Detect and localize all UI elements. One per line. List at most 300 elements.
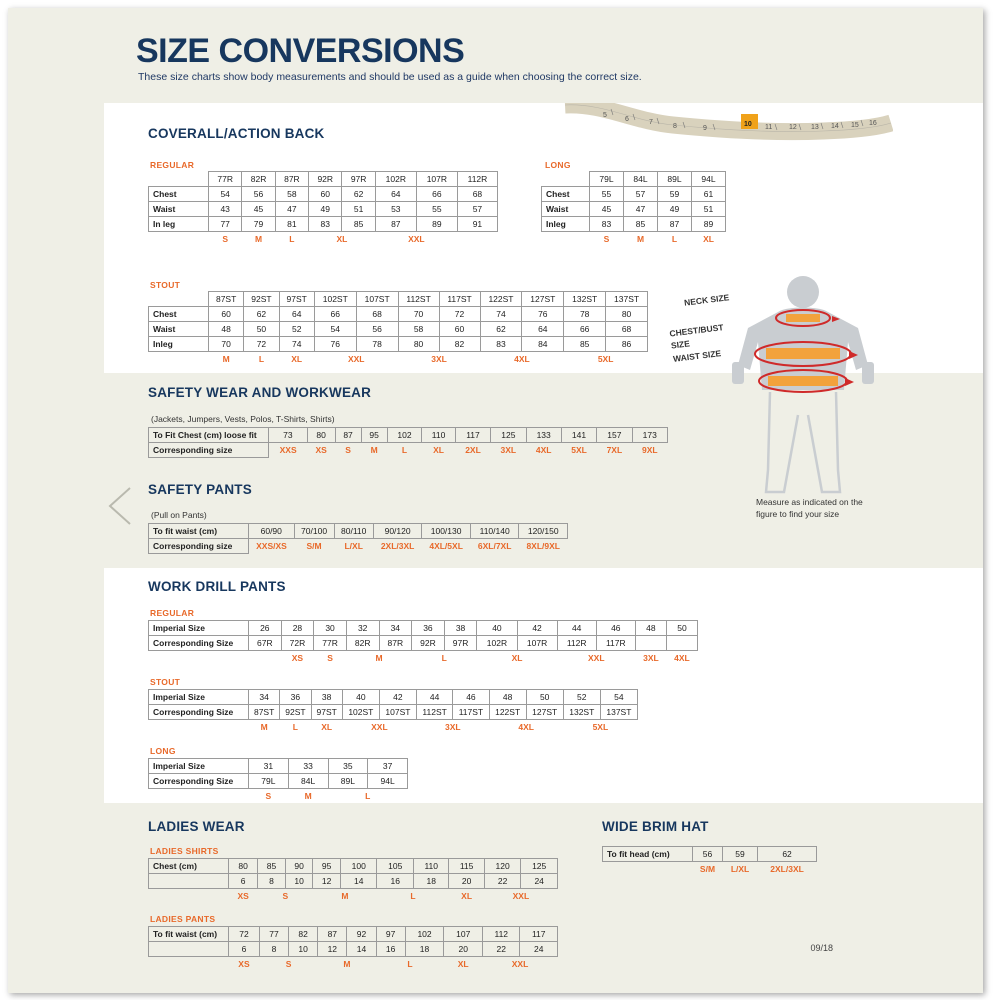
size-cell: L <box>441 653 447 663</box>
cell: 102ST <box>342 705 379 720</box>
row-label: To fit head (cm) <box>603 847 693 862</box>
svg-text:13: 13 <box>811 124 819 131</box>
cell: 56 <box>242 187 275 202</box>
size-cell: XXS/XS <box>256 541 287 552</box>
row-label: In leg <box>149 217 209 232</box>
cell: 62 <box>244 307 279 322</box>
table-row <box>149 874 558 889</box>
cell: 81 <box>275 217 308 232</box>
table-row <box>603 847 817 862</box>
cell: 54 <box>600 690 637 705</box>
cell: 51 <box>692 202 726 217</box>
cell: 48 <box>209 322 244 337</box>
cell: 61 <box>692 187 726 202</box>
size-cell: M <box>375 653 383 663</box>
size-cell: 4XL <box>535 445 552 456</box>
size-cell: XL <box>461 891 473 901</box>
cell: 80 <box>307 428 335 443</box>
cell: 46 <box>453 690 489 705</box>
cell: 80 <box>398 337 439 352</box>
cell: 53 <box>375 202 416 217</box>
size-cell: M <box>254 234 263 244</box>
cell: 24 <box>521 874 558 889</box>
cell: 12 <box>318 942 347 957</box>
table-row <box>149 759 408 774</box>
col-header: 132ST <box>564 292 606 307</box>
table-row <box>542 202 726 217</box>
cell: 62 <box>480 322 522 337</box>
size-cell: 5XL <box>571 445 587 456</box>
size-cell: XS <box>291 653 304 663</box>
cell: 43 <box>209 202 242 217</box>
col-header: 137ST <box>606 292 648 307</box>
section-title-safety-pants: SAFETY PANTS <box>148 482 252 497</box>
row-label: Inleg <box>542 217 590 232</box>
section-title-work-drill: WORK DRILL PANTS <box>148 579 286 594</box>
cell: 60/90 <box>249 524 295 539</box>
cell: 94L <box>368 774 408 789</box>
cell: 57 <box>624 187 658 202</box>
cell: 24 <box>520 942 558 957</box>
svg-text:6: 6 <box>625 116 629 123</box>
section-title-hat: WIDE BRIM HAT <box>602 819 709 834</box>
figure-label-chest: CHEST/BUST SIZE <box>668 322 725 351</box>
cell: 60 <box>439 322 480 337</box>
size-cell: XL <box>457 959 469 969</box>
table-row <box>149 428 668 443</box>
cell: 127ST <box>526 705 563 720</box>
size-cell: 5XL <box>592 722 609 732</box>
size-cell: L <box>365 791 371 801</box>
table-row <box>149 187 498 202</box>
size-cell: S <box>285 959 292 969</box>
cell: 91 <box>457 217 497 232</box>
cell: 92ST <box>280 705 311 720</box>
cell: 87ST <box>249 705 280 720</box>
cell: 49 <box>658 202 692 217</box>
col-header: 107ST <box>356 292 398 307</box>
table-row <box>149 202 498 217</box>
table-row <box>542 172 726 187</box>
table-row <box>149 307 648 322</box>
svg-text:16: 16 <box>869 120 877 127</box>
cell: 78 <box>564 307 606 322</box>
size-cell: S/M <box>699 864 716 874</box>
table-row <box>149 443 668 458</box>
row-label: Corresponding size <box>149 539 249 554</box>
svg-text:15: 15 <box>851 122 859 129</box>
size-cell: M <box>370 445 378 456</box>
size-cell: XL <box>511 653 523 663</box>
size-row <box>542 232 726 247</box>
document-content <box>8 8 983 993</box>
cell: 51 <box>342 202 375 217</box>
cell: 87 <box>375 217 416 232</box>
size-cell: 2XL <box>465 445 481 456</box>
cell: 54 <box>209 187 242 202</box>
cell: 55 <box>590 187 624 202</box>
cell: 57 <box>457 202 497 217</box>
size-cell: 6XL/7XL <box>477 541 512 552</box>
size-cell: XXL <box>587 653 605 663</box>
size-cell: S <box>265 791 272 801</box>
cell: 8 <box>259 942 288 957</box>
cell: 125 <box>521 859 558 874</box>
cell: 22 <box>484 874 521 889</box>
size-cell: S <box>327 653 333 663</box>
cell: 79 <box>242 217 275 232</box>
cell: 83 <box>309 217 342 232</box>
col-header: 107R <box>416 172 457 187</box>
cell: 47 <box>275 202 308 217</box>
cell: 6 <box>229 874 258 889</box>
cell: 42 <box>379 690 416 705</box>
figure-label-neck: NECK SIZE <box>683 292 730 308</box>
col-header: 84L <box>624 172 658 187</box>
cell: 18 <box>405 942 444 957</box>
cell: 173 <box>632 428 667 443</box>
col-header: 94L <box>692 172 726 187</box>
size-cell: S <box>222 234 229 244</box>
cell: 58 <box>398 322 439 337</box>
cell: 157 <box>597 428 632 443</box>
col-header: 102R <box>375 172 416 187</box>
size-cell: M <box>343 959 351 969</box>
size-cell: XXL <box>371 722 388 732</box>
table-row <box>149 636 698 651</box>
cell: 68 <box>457 187 497 202</box>
document-sheet <box>8 8 983 993</box>
cell: 102 <box>387 428 422 443</box>
size-row <box>149 651 698 666</box>
cell: 132ST <box>563 705 600 720</box>
size-cell: XS <box>238 959 250 969</box>
col-header: 92ST <box>244 292 279 307</box>
cell: 83 <box>590 217 624 232</box>
cell: 60 <box>209 307 244 322</box>
cell: 137ST <box>600 705 637 720</box>
cell: 50 <box>666 621 697 636</box>
cell: 89 <box>692 217 726 232</box>
cell: 90 <box>285 859 313 874</box>
cell: 62 <box>342 187 375 202</box>
cell: 97ST <box>311 705 342 720</box>
size-cell: S <box>282 891 289 901</box>
cell: 117R <box>596 636 635 651</box>
cell: 68 <box>356 307 398 322</box>
cell: 70 <box>209 337 244 352</box>
cell: 100/130 <box>422 524 471 539</box>
cell: 72 <box>439 307 480 322</box>
safety-wear-note: (Jackets, Jumpers, Vests, Polos, T-Shirts, Shirts) <box>151 414 335 424</box>
size-cell: XS <box>315 445 327 456</box>
cell: 54 <box>314 322 356 337</box>
cell: 89 <box>416 217 457 232</box>
table-row <box>149 172 498 187</box>
col-header: 79L <box>590 172 624 187</box>
cell: 74 <box>480 307 522 322</box>
cell: 77 <box>259 927 288 942</box>
cell: 64 <box>375 187 416 202</box>
size-cell: XS <box>237 891 249 901</box>
col-header: 87ST <box>209 292 244 307</box>
size-cell: 7XL <box>606 445 623 456</box>
cell: 37 <box>368 759 408 774</box>
safety-pants-note: (Pull on Pants) <box>151 510 207 520</box>
cell: 76 <box>314 337 356 352</box>
cell: 110 <box>414 859 449 874</box>
table-row <box>149 690 638 705</box>
cell: 12 <box>313 874 341 889</box>
table-safety-wear <box>148 427 668 458</box>
size-cell: M <box>222 354 230 364</box>
cat-regular-drill: REGULAR <box>150 608 195 618</box>
cell: 16 <box>376 942 405 957</box>
table-row <box>149 859 558 874</box>
cell: 59 <box>722 847 757 862</box>
tape-measure-icon <box>563 103 893 148</box>
cell: 35 <box>328 759 368 774</box>
col-header: 112ST <box>398 292 439 307</box>
cell: 64 <box>522 322 564 337</box>
size-cell: L <box>410 891 416 901</box>
cell: 117ST <box>453 705 489 720</box>
size-cell: 4XL <box>674 653 690 663</box>
cat-regular-coverall: REGULAR <box>150 160 195 170</box>
col-header: 89L <box>658 172 692 187</box>
row-label: Corresponding Size <box>149 705 249 720</box>
svg-text:12: 12 <box>789 124 797 131</box>
cell: 80 <box>606 307 648 322</box>
cell: 95 <box>361 428 387 443</box>
cell: 47 <box>624 202 658 217</box>
size-cell: L/XL <box>730 864 750 874</box>
svg-text:8: 8 <box>673 123 677 130</box>
cell: 56 <box>693 847 723 862</box>
cell: 141 <box>561 428 596 443</box>
row-label: Imperial Size <box>149 759 249 774</box>
cell: 58 <box>275 187 308 202</box>
col-header: 97ST <box>279 292 314 307</box>
size-cell: XL <box>291 354 303 364</box>
size-cell: 4XL/5XL <box>429 541 463 552</box>
cell: 52 <box>563 690 600 705</box>
cell: 82 <box>289 927 318 942</box>
cell: 66 <box>314 307 356 322</box>
size-cell: L <box>407 959 413 969</box>
cell: 40 <box>342 690 379 705</box>
table-row <box>149 292 648 307</box>
col-header: 117ST <box>439 292 480 307</box>
size-cell: 2XL/3XL <box>380 541 415 552</box>
table-ladies-shirts <box>148 858 558 903</box>
cell: 59 <box>658 187 692 202</box>
cell: 77 <box>209 217 242 232</box>
cell: 82 <box>439 337 480 352</box>
cell: 52 <box>279 322 314 337</box>
cell <box>666 636 697 651</box>
measure-instruction: Measure as indicated on the figure to find your size <box>756 497 863 519</box>
table-coverall-regular <box>148 171 498 246</box>
cell: 107R <box>517 636 557 651</box>
cell: 10 <box>289 942 318 957</box>
cell: 115 <box>449 859 484 874</box>
table-row <box>149 539 568 554</box>
cell: 74 <box>279 337 314 352</box>
size-cell: 9XL <box>641 445 658 456</box>
row-label: Chest <box>542 187 590 202</box>
size-cell: XL <box>433 445 444 456</box>
cell: 49 <box>309 202 342 217</box>
table-row <box>149 927 558 942</box>
cell: 46 <box>596 621 635 636</box>
cell: 110 <box>422 428 455 443</box>
col-header: 97R <box>342 172 375 187</box>
col-header: 87R <box>275 172 308 187</box>
size-cell: S <box>603 234 610 244</box>
cell: 72R <box>281 636 314 651</box>
svg-text:14: 14 <box>831 123 839 130</box>
cell: 105 <box>377 859 414 874</box>
row-label: To Fit Chest (cm) loose fit <box>149 428 269 443</box>
cell: 10 <box>285 874 313 889</box>
cell: 66 <box>564 322 606 337</box>
col-header: 127ST <box>522 292 564 307</box>
revision-date: 09/18 <box>810 943 833 953</box>
figure-label-waist: WAIST SIZE <box>672 348 722 364</box>
cell: 85 <box>564 337 606 352</box>
size-cell: L <box>289 234 295 244</box>
table-row <box>542 187 726 202</box>
size-cell: M <box>304 791 312 801</box>
cell: 42 <box>517 621 557 636</box>
size-cell: XXL <box>408 234 425 244</box>
cell: 133 <box>526 428 561 443</box>
size-cell: 3XL <box>643 653 659 663</box>
cell: 77R <box>314 636 347 651</box>
size-cell: 4XL <box>514 354 530 364</box>
cell: 30 <box>314 621 347 636</box>
section-title-safety-wear: SAFETY WEAR AND WORKWEAR <box>148 385 372 400</box>
size-cell: S <box>345 445 351 456</box>
svg-text:10: 10 <box>744 121 752 128</box>
cell: 107 <box>444 927 483 942</box>
size-row <box>603 862 817 877</box>
col-header: 82R <box>242 172 275 187</box>
size-row <box>149 889 558 904</box>
col-header: 112R <box>457 172 497 187</box>
row-label: Chest <box>149 187 209 202</box>
row-label: Chest <box>149 307 209 322</box>
cell: 90/120 <box>373 524 422 539</box>
cell: 20 <box>444 942 483 957</box>
page-subtitle: These size charts show body measurements and should be used as a guide when choosing the correct size. <box>138 71 642 83</box>
cell: 44 <box>557 621 596 636</box>
cell: 56 <box>356 322 398 337</box>
cell: 72 <box>244 337 279 352</box>
cell: 8 <box>258 874 286 889</box>
size-row <box>149 720 638 735</box>
cell: 45 <box>590 202 624 217</box>
size-cell: 3XL <box>444 722 461 732</box>
cell: 85 <box>624 217 658 232</box>
cell: 122ST <box>489 705 526 720</box>
cell: 92R <box>412 636 445 651</box>
cell: 87 <box>318 927 347 942</box>
row-label: Imperial Size <box>149 690 249 705</box>
table-row <box>149 524 568 539</box>
cell: 45 <box>242 202 275 217</box>
size-cell: M <box>341 891 349 901</box>
size-cell: S/M <box>306 541 322 552</box>
table-row <box>149 774 408 789</box>
cell: 6 <box>229 942 260 957</box>
table-safety-pants <box>148 523 568 554</box>
size-cell: 3XL <box>500 445 517 456</box>
table-drill-regular <box>148 620 698 665</box>
size-cell: L/XL <box>344 541 363 552</box>
size-cell: XXS <box>279 445 297 456</box>
size-cell: 5XL <box>597 354 614 364</box>
size-cell: 8XL/9XL <box>526 541 560 552</box>
row-label: Corresponding Size <box>149 774 249 789</box>
cell: 40 <box>477 621 517 636</box>
cell: 76 <box>522 307 564 322</box>
cell: 85 <box>342 217 375 232</box>
cell: 112ST <box>416 705 452 720</box>
cell: 100 <box>340 859 377 874</box>
size-cell: M <box>260 722 268 732</box>
cell: 28 <box>281 621 314 636</box>
row-label: Corresponding Size <box>149 636 249 651</box>
cell: 50 <box>526 690 563 705</box>
size-cell: XXL <box>347 354 365 364</box>
cell: 64 <box>279 307 314 322</box>
cell: 110/140 <box>470 524 519 539</box>
cell: 82R <box>346 636 379 651</box>
cell: 102 <box>405 927 444 942</box>
section-title-ladies: LADIES WEAR <box>148 819 245 834</box>
size-row <box>149 352 648 367</box>
size-row <box>149 232 498 247</box>
table-row <box>149 942 558 957</box>
table-hat <box>602 846 817 876</box>
row-label: Inleg <box>149 337 209 352</box>
cell: 89L <box>328 774 368 789</box>
cell: 87 <box>335 428 361 443</box>
cell: 14 <box>347 942 376 957</box>
cell: 112 <box>483 927 520 942</box>
col-header: 77R <box>209 172 242 187</box>
cell: 44 <box>416 690 452 705</box>
cell: 72 <box>229 927 260 942</box>
cell: 22 <box>483 942 520 957</box>
cell: 26 <box>249 621 282 636</box>
svg-text:9: 9 <box>703 125 707 132</box>
size-cell: L <box>258 354 265 364</box>
size-row <box>149 957 558 972</box>
cell: 14 <box>340 874 377 889</box>
size-cell: XL <box>703 234 714 244</box>
cell: 79L <box>249 774 289 789</box>
cell: 112R <box>557 636 596 651</box>
cell: 120/150 <box>519 524 568 539</box>
cell: 38 <box>311 690 342 705</box>
cell: 80/110 <box>334 524 373 539</box>
size-cell: 4XL <box>518 722 534 732</box>
row-label: Waist <box>542 202 590 217</box>
cell: 95 <box>313 859 341 874</box>
